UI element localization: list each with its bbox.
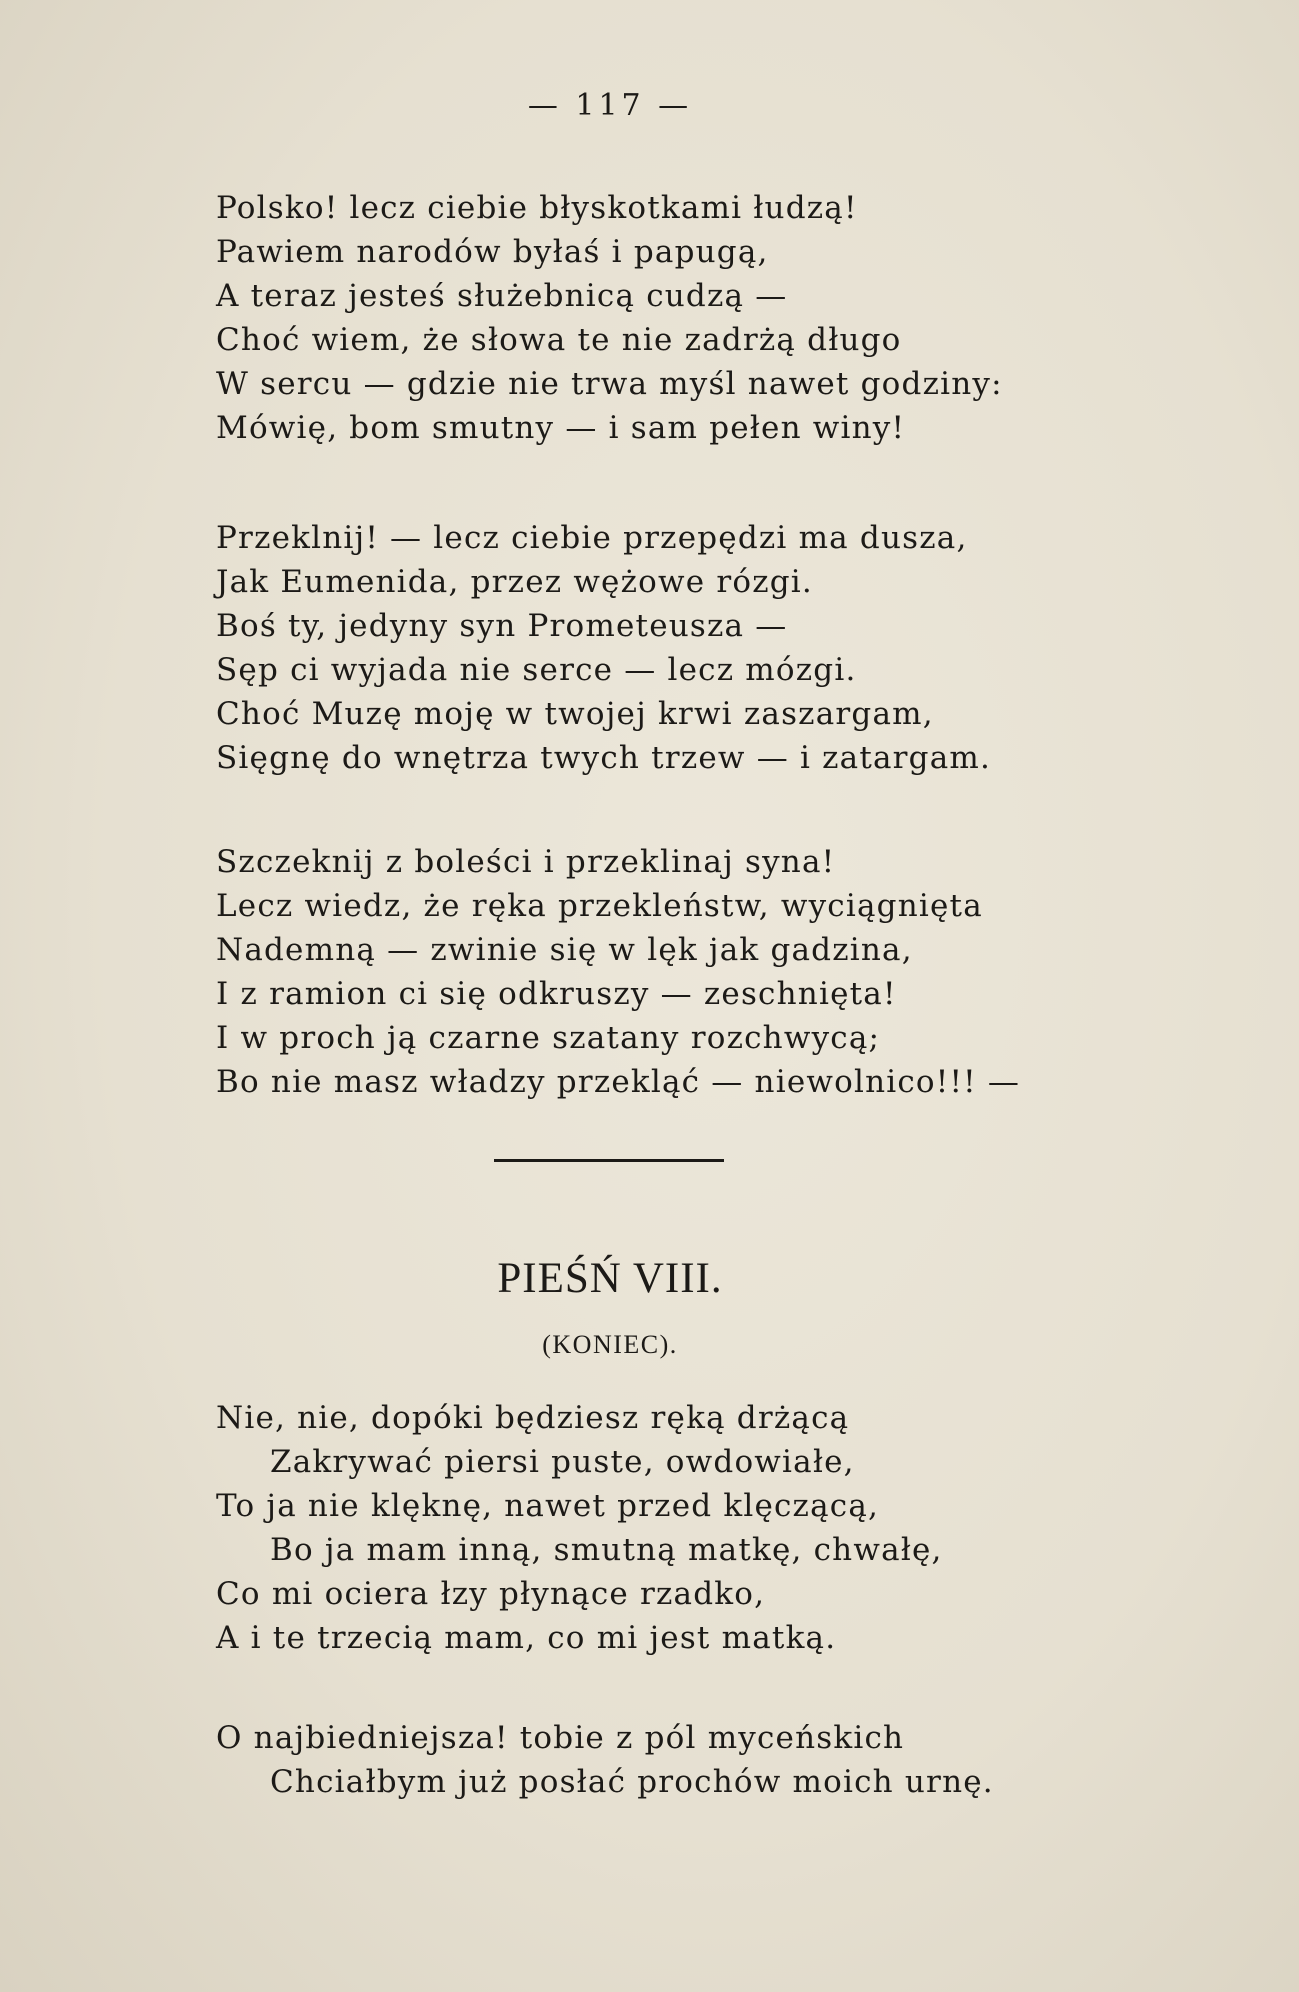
verse-line: W sercu — gdzie nie trwa myśl nawet godziny: — [216, 366, 1003, 402]
verse-line: Boś ty, jedyny syn Prometeusza — — [216, 608, 788, 644]
verse-line: To ja nie klęknę, nawet przed klęczącą, — [216, 1488, 880, 1524]
verse-line: Bo nie masz władzy przekląć — niewolnico!!! — — [216, 1064, 1021, 1100]
verse-line: Nademną — zwinie się w lęk jak gadzina, — [216, 932, 913, 968]
song-subtitle: (KONIEC). — [542, 1330, 678, 1359]
verse-line: Chciałbym już posłać prochów moich urnę. — [270, 1764, 994, 1800]
verse-line: I w proch ją czarne szatany rozchwycą; — [216, 1020, 881, 1056]
stanza-5 — [216, 1716, 1276, 1804]
verse-line: A i te trzecią mam, co mi jest matką. — [216, 1620, 837, 1656]
section-divider — [494, 1159, 724, 1162]
verse-line: O najbiedniejsza! tobie z pól myceńskich — [216, 1720, 905, 1756]
verse-line: Zakrywać piersi puste, owdowiałe, — [270, 1444, 855, 1480]
stanza-3 — [216, 840, 1276, 1104]
page-number: — 117 — — [527, 88, 693, 123]
verse-line: Co mi ociera łzy płynące rzadko, — [216, 1576, 766, 1612]
verse-line: Nie, nie, dopóki będziesz ręką drżącą — [216, 1400, 850, 1436]
verse-line: Mówię, bom smutny — i sam pełen winy! — [216, 410, 906, 446]
verse-line: I z ramion ci się odkruszy — zeschnięta! — [216, 976, 897, 1012]
verse-line: Lecz wiedz, że ręka przekleństw, wyciągnięta — [216, 888, 983, 924]
verse-line: Choć wiem, że słowa te nie zadrżą długo — [216, 322, 902, 358]
verse-line: Polsko! lecz ciebie błyskotkami łudzą! — [216, 190, 858, 226]
stanza-4 — [216, 1396, 1276, 1660]
verse-line: Przeklnij! — lecz ciebie przepędzi ma dusza, — [216, 520, 968, 556]
verse-line: Szczeknij z boleści i przeklinaj syna! — [216, 844, 836, 880]
verse-line: A teraz jesteś służebnicą cudzą — — [216, 278, 788, 314]
stanza-2 — [216, 516, 1276, 780]
verse-line: Bo ja mam inną, smutną matkę, chwałę, — [270, 1532, 943, 1568]
verse-line: Pawiem narodów byłaś i papugą, — [216, 234, 769, 270]
song-title: PIEŚŃ VIII. — [497, 1255, 723, 1302]
verse-line: Jak Eumenida, przez wężowe rózgi. — [216, 564, 813, 600]
stanza-1 — [216, 186, 1276, 450]
verse-line: Sięgnę do wnętrza twych trzew — i zatargam. — [216, 740, 992, 776]
verse-line: Choć Muzę moję w twojej krwi zaszargam, — [216, 696, 934, 732]
verse-line: Sęp ci wyjada nie serce — lecz mózgi. — [216, 652, 857, 688]
